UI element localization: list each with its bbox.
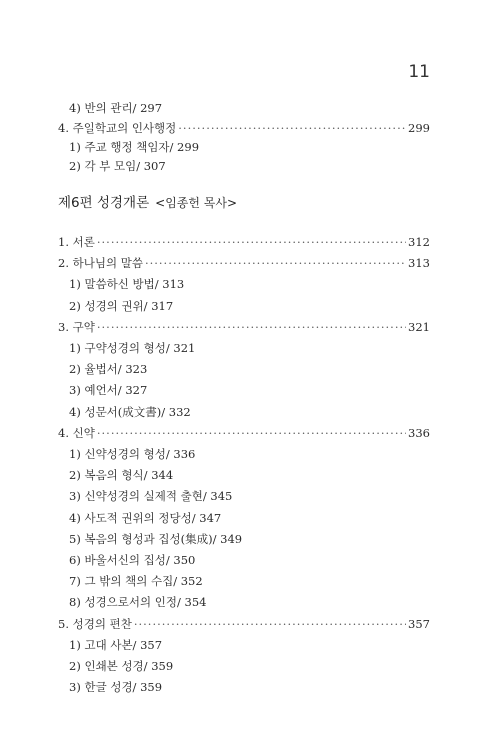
section-title [58,191,237,211]
toc-entry-text: 1) 고대 사본/ 357 [69,637,163,652]
toc-entry-text: 5. 성경의 편찬 [58,616,132,631]
toc-entry-text: 3) 신약성경의 실제적 출현/ 345 [69,489,233,504]
toc-entry [58,296,430,316]
toc-entry-text: 3) 예언서/ 327 [69,383,148,398]
toc-entry-text: 8) 성경으로서의 인정/ 354 [69,595,207,610]
toc-entry [58,359,430,379]
leader-dots [145,253,406,273]
toc-entry-text: 4) 성문서(成文書)/ 332 [69,404,191,419]
toc-entry [58,656,430,676]
toc-entry-page: 312 [408,235,430,249]
toc-entry-text: 2) 성경의 권위/ 317 [69,298,174,313]
page-number: 11 [408,62,430,82]
leader-dots [178,118,406,138]
toc-entry-text: 1) 신약성경의 형성/ 336 [69,447,196,461]
toc-entry-page: 313 [408,256,430,271]
toc-entry-page: 321 [408,319,430,334]
toc-entry [58,232,430,252]
toc-entry [58,317,430,337]
toc-entry [58,402,430,422]
toc-entry [58,550,430,570]
toc-entry [58,529,430,549]
toc-entry [58,253,430,273]
toc-entry [58,614,430,634]
toc-entry-page: 299 [408,121,430,135]
leader-dots [97,317,406,337]
toc-entry-text: 1) 주교 행정 책임자/ 299 [69,140,200,154]
toc-entry-text: 2) 각 부 모임/ 307 [69,159,166,173]
toc-entry [58,592,430,612]
toc-entry [58,486,430,506]
toc-entry [58,156,430,176]
toc-entry [58,274,430,294]
toc-entry-text: 3. 구약 [58,319,95,334]
toc-entry [58,635,430,655]
toc-entry [58,508,430,528]
toc-entry-text: 1) 구약성경의 형성/ 321 [69,341,196,355]
toc-entry [58,465,430,485]
toc-entry [58,571,430,591]
toc-entry-text: 6) 바울서신의 집성/ 350 [69,553,196,567]
toc-entry-text: 2) 복음의 형식/ 344 [69,468,174,483]
toc-entry-text: 4) 반의 관리/ 297 [69,101,163,115]
toc-entry-text: 4. 신약 [58,425,95,440]
toc-entry-text: 2) 인쇄본 성경/ 359 [69,659,174,673]
toc-entry [58,137,430,157]
toc-entry-text: 4) 사도적 권위의 정당성/ 347 [69,510,222,525]
toc-entry-text: 2) 율법서/ 323 [69,362,148,377]
toc-entry [58,118,430,138]
toc-entry-text: 7) 그 밖의 책의 수집/ 352 [69,574,203,589]
toc-entry-text: 3) 한글 성경/ 359 [69,680,163,695]
toc-entry [58,338,430,358]
toc-entry-page: 357 [408,616,430,631]
toc-entry-text: 1) 말씀하신 방법/ 313 [69,277,185,292]
toc-entry [58,423,430,443]
toc-entry-text: 4. 주일학교의 인사행정 [58,121,177,135]
toc-entry-text: 2. 하나님의 말씀 [58,256,143,271]
section-author: <임종헌 목사> [155,196,238,210]
leader-dots [134,614,406,634]
leader-dots [97,232,406,252]
toc-entry [58,444,430,464]
toc-entry-text: 5) 복음의 형성과 집성(集成)/ 349 [69,531,243,546]
toc-entry-page: 336 [408,425,430,440]
toc-entry [58,98,430,118]
section-title-text: 제6편 성경개론 [58,195,150,211]
toc-entry-text: 1. 서론 [58,235,95,249]
toc-entry [58,677,430,697]
leader-dots [97,423,406,443]
toc-entry [58,380,430,400]
